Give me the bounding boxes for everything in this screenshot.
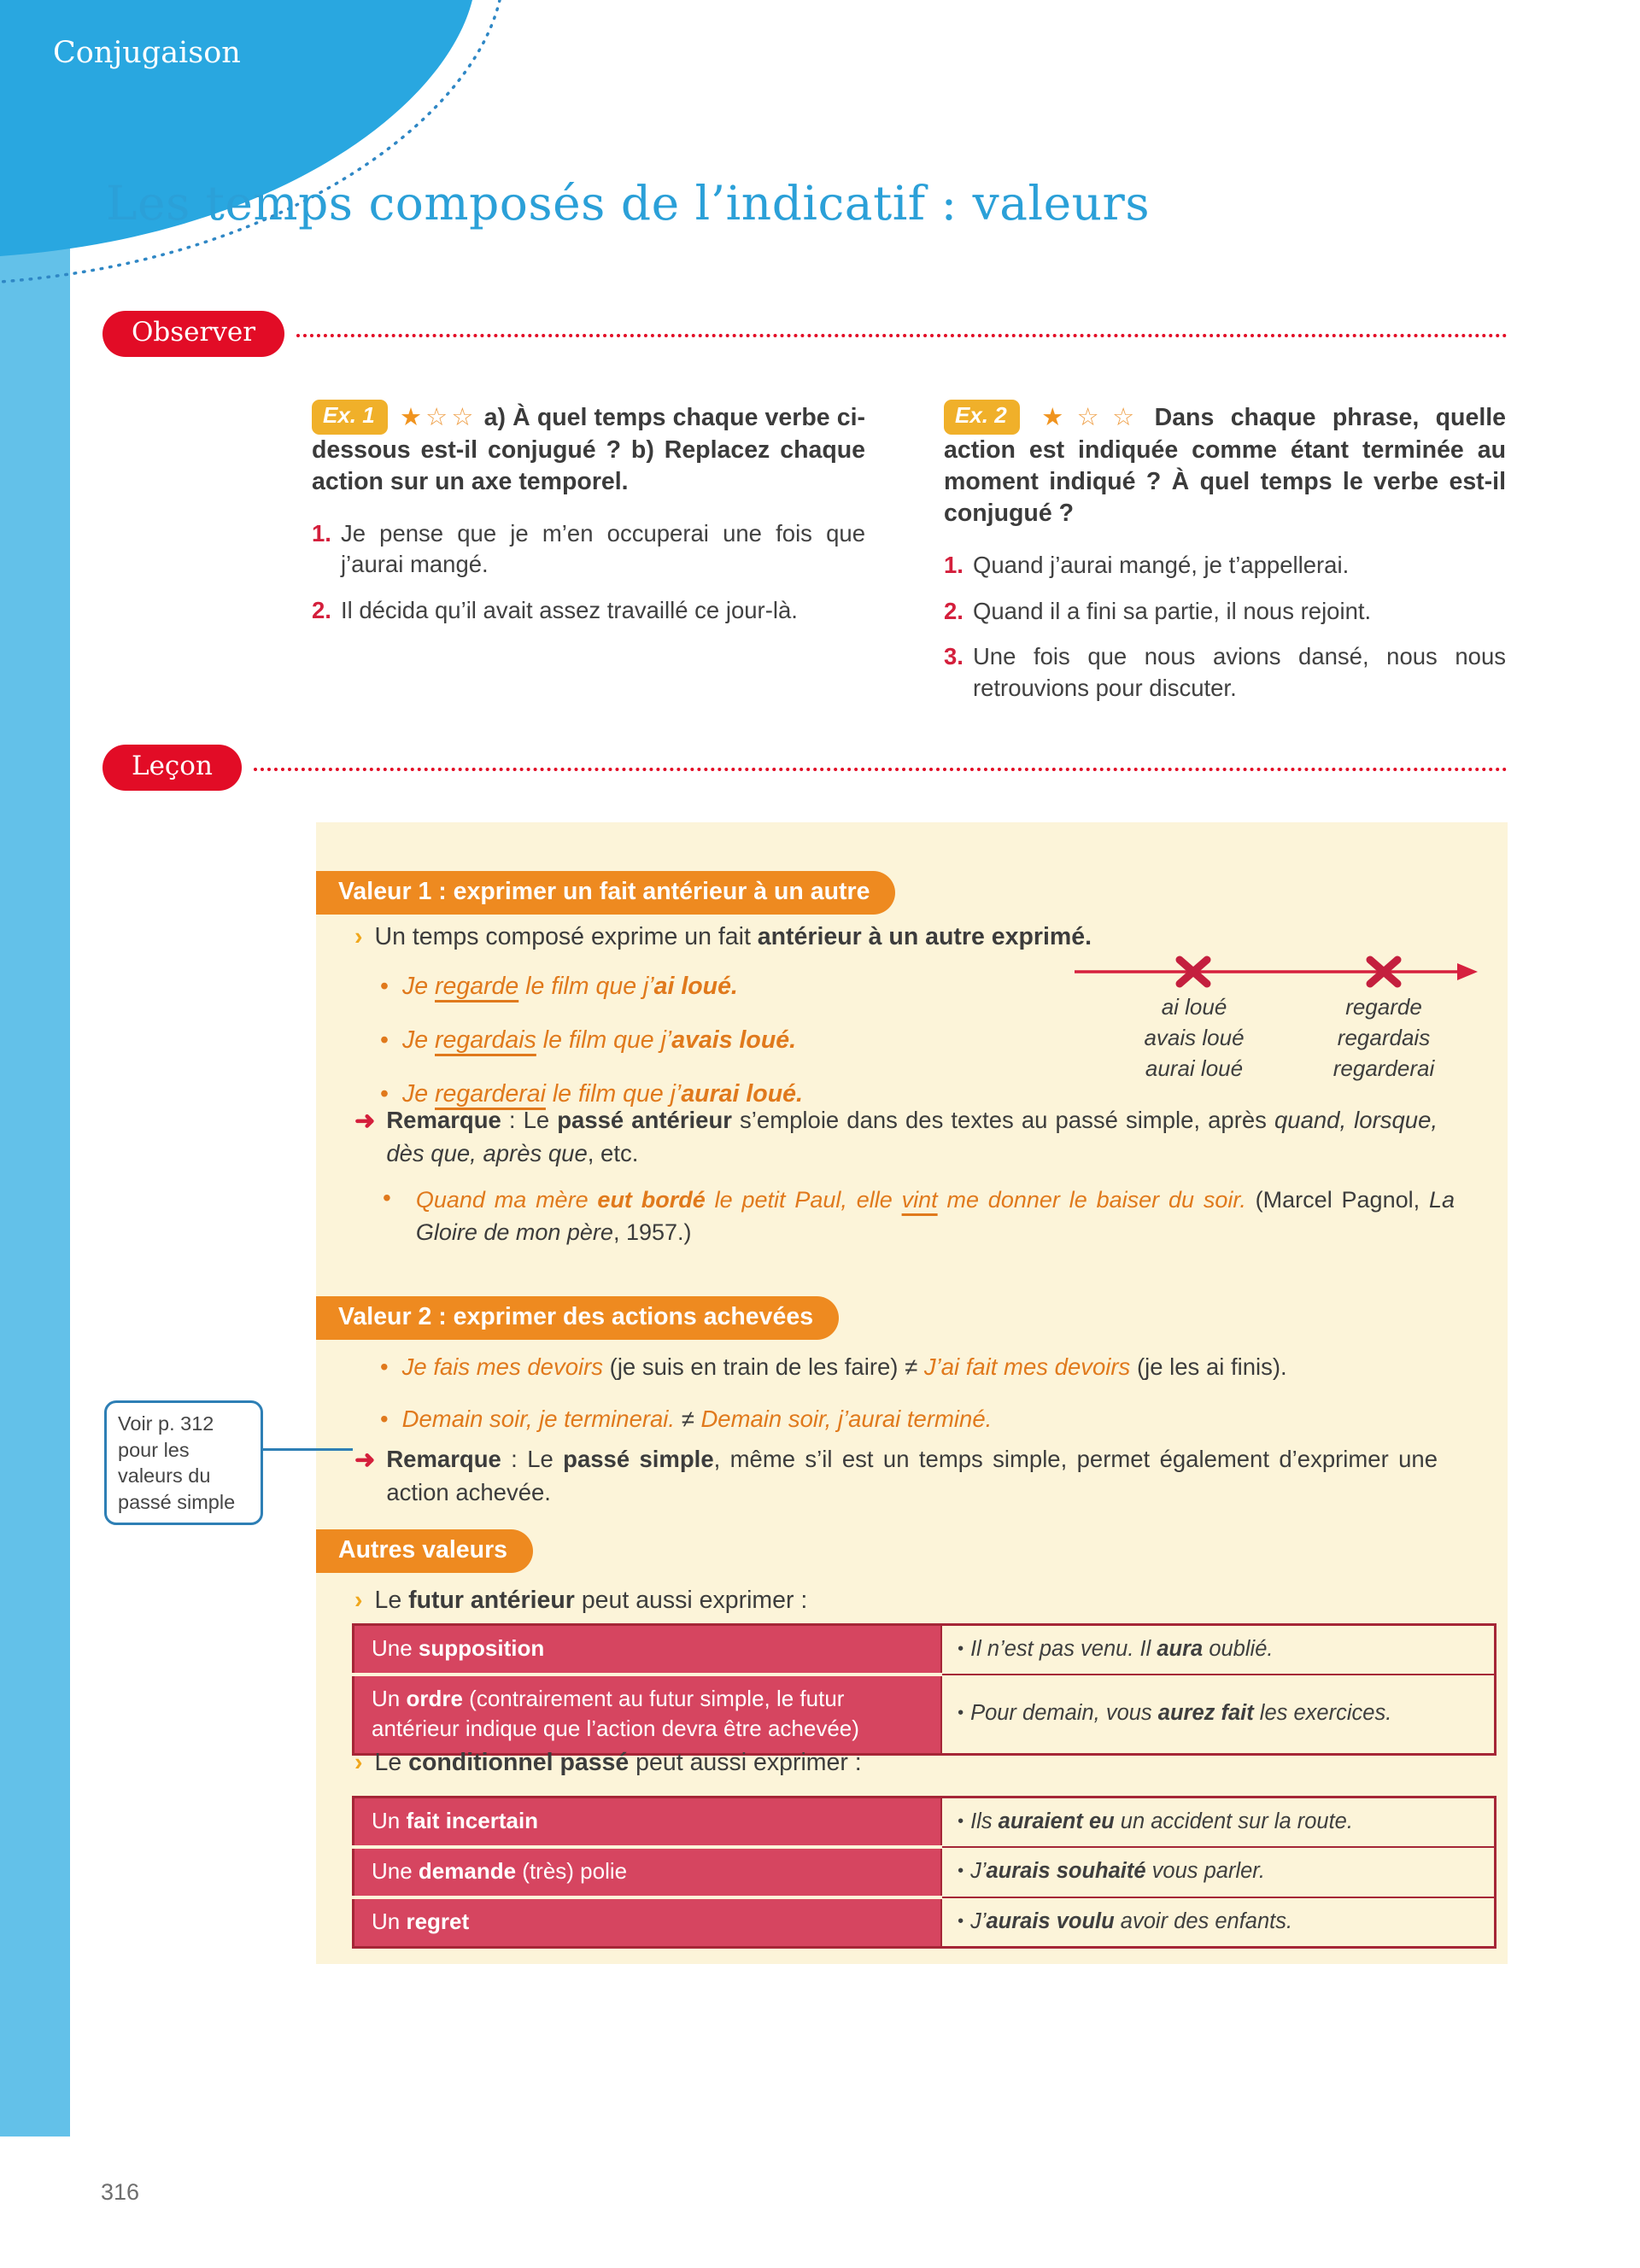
bullet-icon: • bbox=[383, 1184, 391, 1211]
item-number: 3. bbox=[944, 643, 964, 670]
table-example-cell: • Il n’est pas venu. Il aura oublié. bbox=[941, 1625, 1495, 1675]
bullet-icon: • bbox=[380, 1353, 389, 1380]
remarque-2: ➜ Remarque : Le passé simple, même s’il est un temps simple, permet également d’exprimer une action achevée. bbox=[354, 1443, 1438, 1509]
sidenote-box: Voir p. 312 pour les valeurs du passé simple bbox=[104, 1400, 263, 1525]
observer-section-header bbox=[102, 311, 1508, 357]
remarque-1: ➜ Remarque : Le passé antérieur s’emploie dans des textes au passé simple, après quand, lorsque, dès que, après que, etc. bbox=[354, 1104, 1438, 1170]
conditionnel-passe-table bbox=[352, 1796, 1496, 1949]
table-label-cell: Une supposition bbox=[354, 1625, 942, 1675]
exercise-2 bbox=[944, 400, 1506, 718]
item-text: Quand j’aurai mangé, je t’appellerai. bbox=[972, 551, 1350, 578]
bullet-icon: • bbox=[380, 1026, 389, 1054]
item-number: 1. bbox=[944, 551, 964, 578]
list-item bbox=[944, 550, 1506, 582]
list-item bbox=[944, 596, 1506, 628]
table-row bbox=[354, 1847, 1496, 1897]
bullet-icon: • bbox=[958, 1704, 964, 1723]
table-row bbox=[354, 1897, 1496, 1948]
item-text: Il décida qu’il avait assez travaillé ce jour-là. bbox=[340, 597, 798, 624]
chevron-bullet-icon: › bbox=[354, 923, 363, 950]
page-title: Les temps composés de l’indicatif : valeurs bbox=[106, 176, 1151, 231]
table-label-cell: Un regret bbox=[354, 1897, 942, 1948]
table-row bbox=[354, 1625, 1496, 1675]
list-item bbox=[312, 595, 865, 627]
table-label-cell: Un fait incertain bbox=[354, 1797, 942, 1848]
item-text: Quand il a fini sa partie, il nous rejoint. bbox=[972, 597, 1372, 624]
example-line: • Je fais mes devoirs (je suis en train de les faire) ≠ J’ai fait mes devoirs (je les ai finis). bbox=[380, 1353, 1287, 1380]
table-example-cell: • J’aurais voulu avoir des enfants. bbox=[941, 1897, 1495, 1948]
page-number: 316 bbox=[101, 2179, 140, 2205]
exercise-1-prompt bbox=[312, 400, 865, 498]
exercise-1-items bbox=[312, 518, 865, 627]
timeline-right-labels: regarde regardais regarderai bbox=[1332, 994, 1435, 1081]
difficulty-stars-icon: ★☆☆ bbox=[399, 404, 477, 431]
list-item bbox=[312, 518, 865, 581]
exercise-2-badge: Ex. 2 bbox=[944, 400, 1020, 435]
difficulty-stars-icon: ★☆☆ bbox=[1031, 404, 1148, 431]
item-text: Je pense que je m’en occuperai une fois que j’aurai mangé. bbox=[340, 519, 865, 578]
table-row bbox=[354, 1675, 1496, 1755]
lesson-panel bbox=[316, 822, 1508, 1964]
table-example-cell: • Ils auraient eu un accident sur la route. bbox=[941, 1797, 1495, 1848]
example-line: • Je regarde le film que j’ai loué. bbox=[380, 973, 738, 1000]
example-line: • Je regardais le film que j’avais loué. bbox=[380, 1026, 796, 1054]
item-text: Une fois que nous avions dansé, nous nous retrouvions pour discuter. bbox=[972, 643, 1506, 701]
futur-anterieur-lead: › Le futur antérieur peut aussi exprimer : bbox=[354, 1587, 808, 1614]
exercise-1 bbox=[312, 400, 865, 641]
valeur1-intro bbox=[354, 923, 1092, 951]
item-number: 2. bbox=[312, 597, 331, 624]
table-example-cell: • Pour demain, vous aurez fait les exercices. bbox=[941, 1675, 1495, 1755]
timeline-left-labels: ai loué avais loué aurai loué bbox=[1144, 994, 1245, 1081]
valeur2-heading: Valeur 2 : exprimer des actions achevées bbox=[316, 1296, 839, 1340]
list-item bbox=[944, 641, 1506, 704]
table-example-cell: • J’aurais souhaité vous parler. bbox=[941, 1847, 1495, 1897]
remark-arrow-icon: ➜ bbox=[354, 1447, 376, 1474]
table-label-cell: Un ordre (contrairement au futur simple, le futur antérieur indique que l’action devra être achevée) bbox=[354, 1675, 942, 1755]
intro-text: Un temps composé exprime un fait bbox=[374, 923, 758, 950]
dotted-leader bbox=[296, 334, 1508, 337]
exercise-2-items bbox=[944, 550, 1506, 704]
sidenote-connector-line bbox=[261, 1448, 353, 1451]
category-label: Conjugaison bbox=[53, 36, 241, 70]
remark-arrow-icon: ➜ bbox=[354, 1108, 376, 1135]
exercise-2-prompt bbox=[944, 400, 1506, 529]
bullet-icon: • bbox=[380, 1406, 389, 1432]
item-number: 2. bbox=[944, 597, 964, 624]
lecon-section-header bbox=[102, 745, 1508, 791]
item-number: 1. bbox=[312, 519, 331, 547]
dotted-leader bbox=[254, 768, 1508, 771]
table-row bbox=[354, 1797, 1496, 1848]
bullet-icon: • bbox=[380, 1080, 389, 1108]
chevron-bullet-icon: › bbox=[354, 1749, 363, 1776]
timeline-arrow-icon bbox=[1068, 950, 1483, 993]
exercise-1-question: a) À quel temps chaque verbe ci-dessous est-il conjugué ? b) Replacez chaque action sur un axe temporel. bbox=[312, 404, 866, 495]
bullet-icon: • bbox=[958, 1862, 964, 1881]
observer-badge: Observer bbox=[102, 311, 284, 357]
bullet-icon: • bbox=[958, 1639, 964, 1658]
bullet-icon: • bbox=[380, 973, 389, 1000]
bullet-icon: • bbox=[958, 1811, 964, 1831]
intro-bold: antérieur à un autre exprimé. bbox=[757, 923, 1092, 950]
example-line: • Demain soir, je terminerai. ≠ Demain soir, j’aurai terminé. bbox=[380, 1406, 993, 1432]
exercise-1-badge: Ex. 1 bbox=[312, 400, 388, 435]
lecon-badge: Leçon bbox=[102, 745, 242, 791]
bullet-icon: • bbox=[958, 1912, 964, 1932]
chevron-bullet-icon: › bbox=[354, 1587, 363, 1614]
valeur1-heading: Valeur 1 : exprimer un fait antérieur à un autre bbox=[316, 871, 895, 915]
autres-valeurs-heading: Autres valeurs bbox=[316, 1529, 533, 1573]
conditionnel-passe-lead: › Le conditionnel passé peut aussi exprimer : bbox=[354, 1749, 862, 1776]
example-line: • Je regarderai le film que j’aurai loué. bbox=[380, 1080, 803, 1108]
exercise-2-question: Dans chaque phrase, quelle action est indiquée comme étant terminée au moment indiqué ? À quel temps le verbe est-il conjugué ? bbox=[944, 404, 1507, 527]
table-label-cell: Une demande (très) polie bbox=[354, 1847, 942, 1897]
pagnol-quote: • Quand ma mère eut bordé le petit Paul, elle vint me donner le baiser du soir. (Marcel Pagnol, La Gloire de mon père, 1957.) bbox=[383, 1184, 1455, 1249]
futur-anterieur-table bbox=[352, 1623, 1496, 1756]
